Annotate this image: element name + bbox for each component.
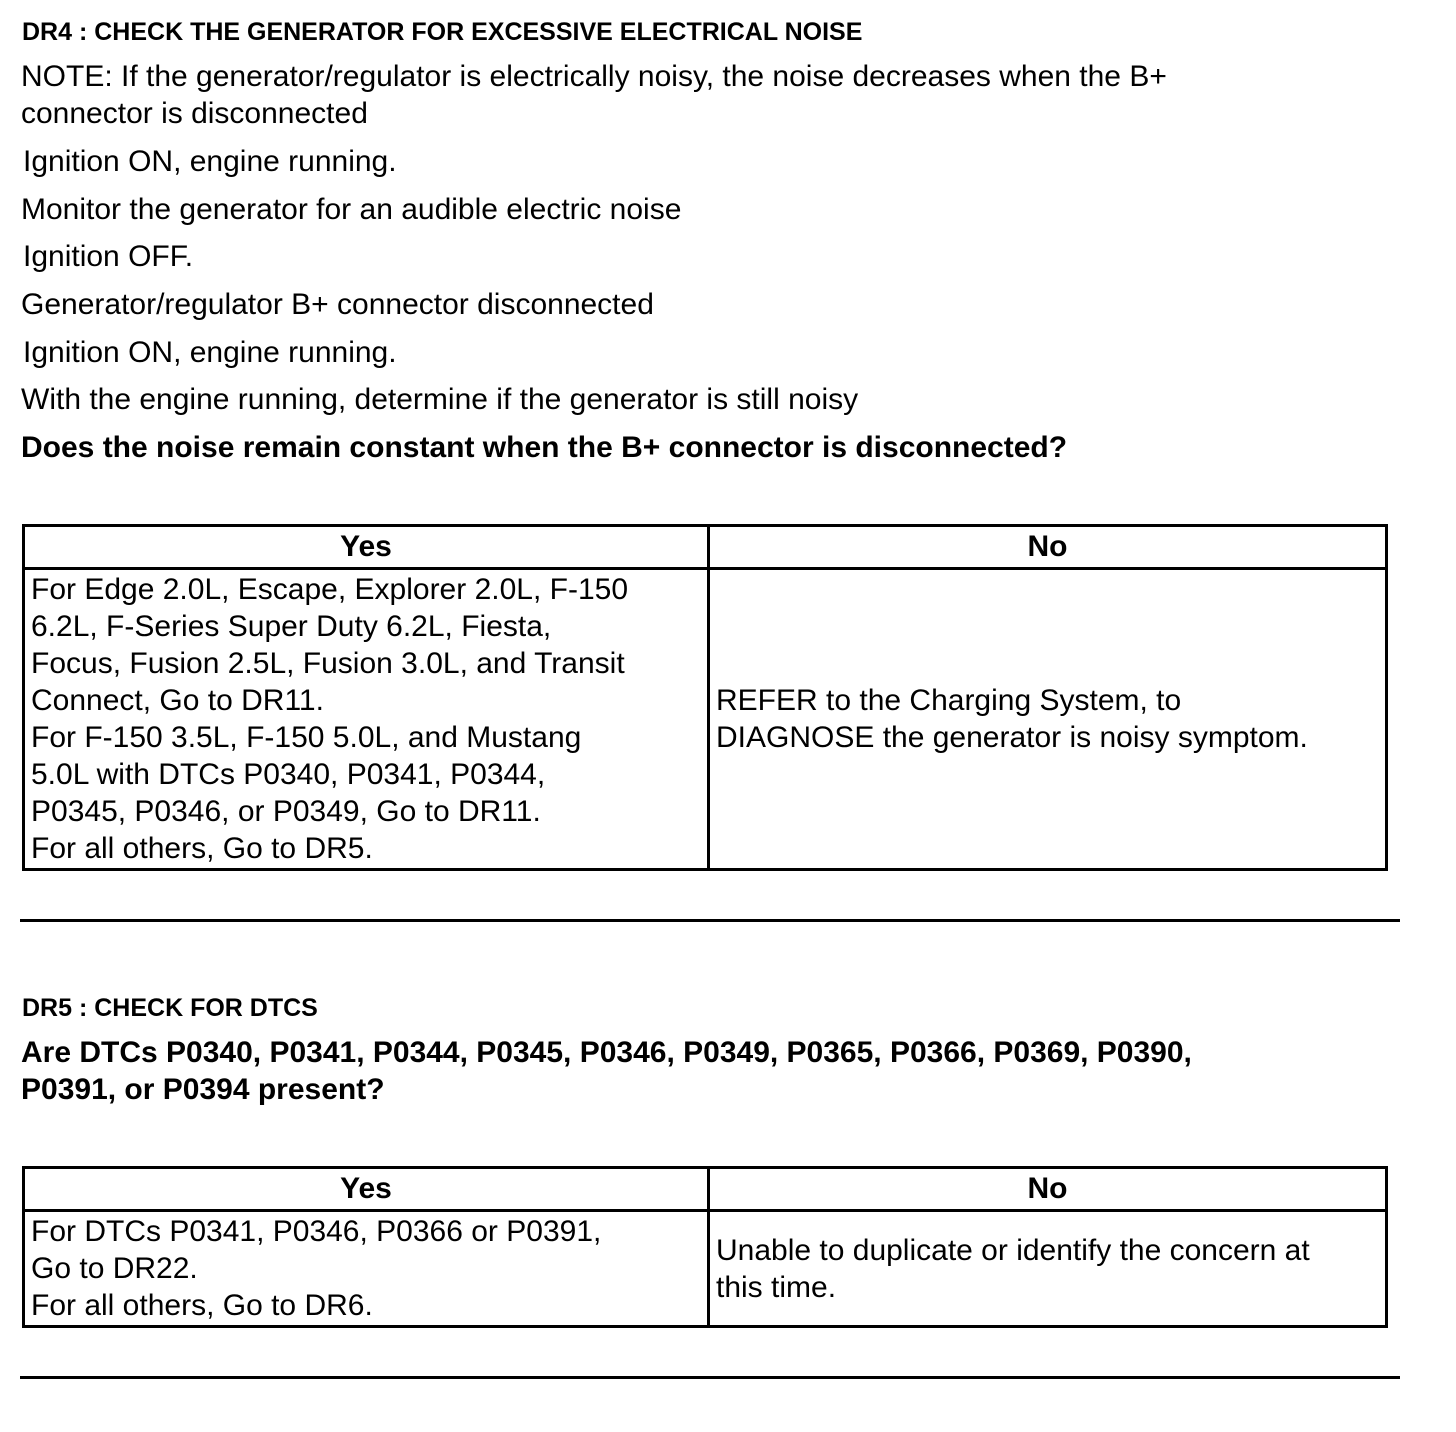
yes-header: Yes (24, 526, 709, 569)
dr4-heading: DR4 : CHECK THE GENERATOR FOR EXCESSIVE ELECTRICAL NOISE (22, 18, 863, 46)
dr5-result-table (22, 1166, 1388, 1328)
section-divider (20, 919, 1400, 922)
no-header: No (709, 1168, 1387, 1211)
yes-cell: For Edge 2.0L, Escape, Explorer 2.0L, F-150 6.2L, F-Series Super Duty 6.2L, Fiesta, Focus, Fusion 2.5L, Fusion 3.0L, and Transit Connect, Go to DR11. For F-150 3.5L, F-150 5.0L, and Mustang 5.0L with DTCs P0340, P0341, P0344, P0345, P0346, or P0349, Go to DR11. For all others, Go to DR5. (24, 569, 709, 870)
dr4-step: Ignition OFF. (23, 240, 194, 273)
no-cell: Unable to duplicate or identify the concern at this time. (709, 1211, 1387, 1327)
dr5-question-line2: P0391, or P0394 present? (21, 1073, 385, 1106)
yes-cell: For DTCs P0341, P0346, P0366 or P0391, Go to DR22. For all others, Go to DR6. (24, 1211, 709, 1327)
dr4-question: Does the noise remain constant when the B+ connector is disconnected? (21, 431, 1068, 464)
section-divider (20, 1376, 1400, 1379)
no-cell: REFER to the Charging System, to DIAGNOSE the generator is noisy symptom. (709, 569, 1387, 870)
dr4-step: Monitor the generator for an audible electric noise (21, 193, 682, 226)
dr4-note-line2: connector is disconnected (21, 97, 368, 130)
dr4-step: Ignition ON, engine running. (23, 145, 397, 178)
dr5-question-line1: Are DTCs P0340, P0341, P0344, P0345, P0346, P0349, P0365, P0366, P0369, P0390, (21, 1036, 1192, 1069)
dr4-note-line1: NOTE: If the generator/regulator is electrically noisy, the noise decreases when the B+ (21, 60, 1167, 93)
dr4-result-table (22, 524, 1388, 871)
dr5-heading: DR5 : CHECK FOR DTCS (22, 994, 318, 1022)
yes-header: Yes (24, 1168, 709, 1211)
dr4-step: With the engine running, determine if the generator is still noisy (21, 383, 859, 416)
dr4-step: Ignition ON, engine running. (23, 336, 397, 369)
dr4-step: Generator/regulator B+ connector disconnected (21, 288, 654, 321)
no-header: No (709, 526, 1387, 569)
